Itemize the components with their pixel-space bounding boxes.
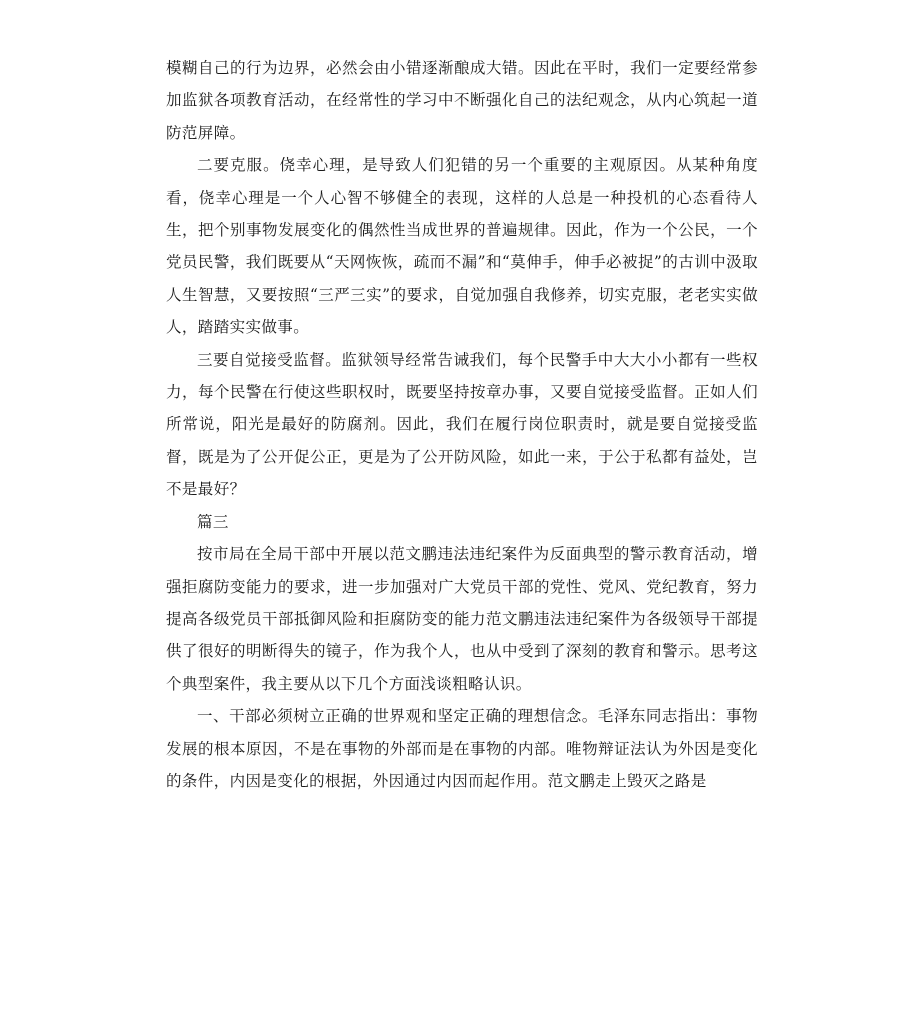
paragraph-overcome-luck: 二要克服。侥幸心理，是导致人们犯错的另一个重要的主观原因。从某种角度看，侥幸心理是一个人心智不够健全的表现，这样的人总是一种投机的心态看待人生，把个别事物发展变化的偶然性当成世界的普遍规律。因此，作为一个公民，一个党员民警，我们既要从“天网恢恢，疏而不漏”和“莫伸手，伸手必被捉”的古训中汲取人生智慧，又要按照“三严三实”的要求，自觉加强自我修养，切实克服，老老实实做人，踏踏实实做事。 <box>166 156 758 337</box>
paragraph-continued: 模糊自己的行为边界，必然会由小错逐渐酿成大错。因此在平时，我们一定要经常参加监狱各项教育活动，在经常性的学习中不断强化自己的法纪观念，从内心筑起一道防范屏障。 <box>166 59 758 142</box>
paragraph-worldview: 一、干部必须树立正确的世界观和坚定正确的理想信念。毛泽东同志指出：事物发展的根本原因，不是在事物的外部而是在事物的内部。唯物辩证法认为外因是变化的条件，内因是变化的根据，外因通过内因而起作用。范文鹏走上毁灭之路是 <box>166 707 758 790</box>
document-body <box>166 52 758 797</box>
paragraph-warning-education: 按市局在全局干部中开展以范文鹏违法违纪案件为反面典型的警示教育活动，增强拒腐防变能力的要求，进一步加强对广大党员干部的党性、党风、党纪教育，努力提高各级党员干部抵御风险和拒腐防变的能力范文鹏违法违纪案件为各级领导干部提供了很好的明断得失的镜子，作为我个人，也从中受到了深刻的教育和警示。思考这个典型案件，我主要从以下几个方面浅谈粗略认识。 <box>166 545 758 693</box>
paragraph-accept-supervision: 三要自觉接受监督。监狱领导经常告诫我们，每个民警手中大大小小都有一些权力，每个民警在行使这些职权时，既要坚持按章办事，又要自觉接受监督。正如人们所常说，阳光是最好的防腐剂。因此，我们在履行岗位职责时，就是要自觉接受监督，既是为了公开促公正，更是为了公开防风险，如此一来，于公于私都有益处，岂不是最好？ <box>166 350 758 499</box>
section-heading: 篇三 <box>197 512 229 531</box>
